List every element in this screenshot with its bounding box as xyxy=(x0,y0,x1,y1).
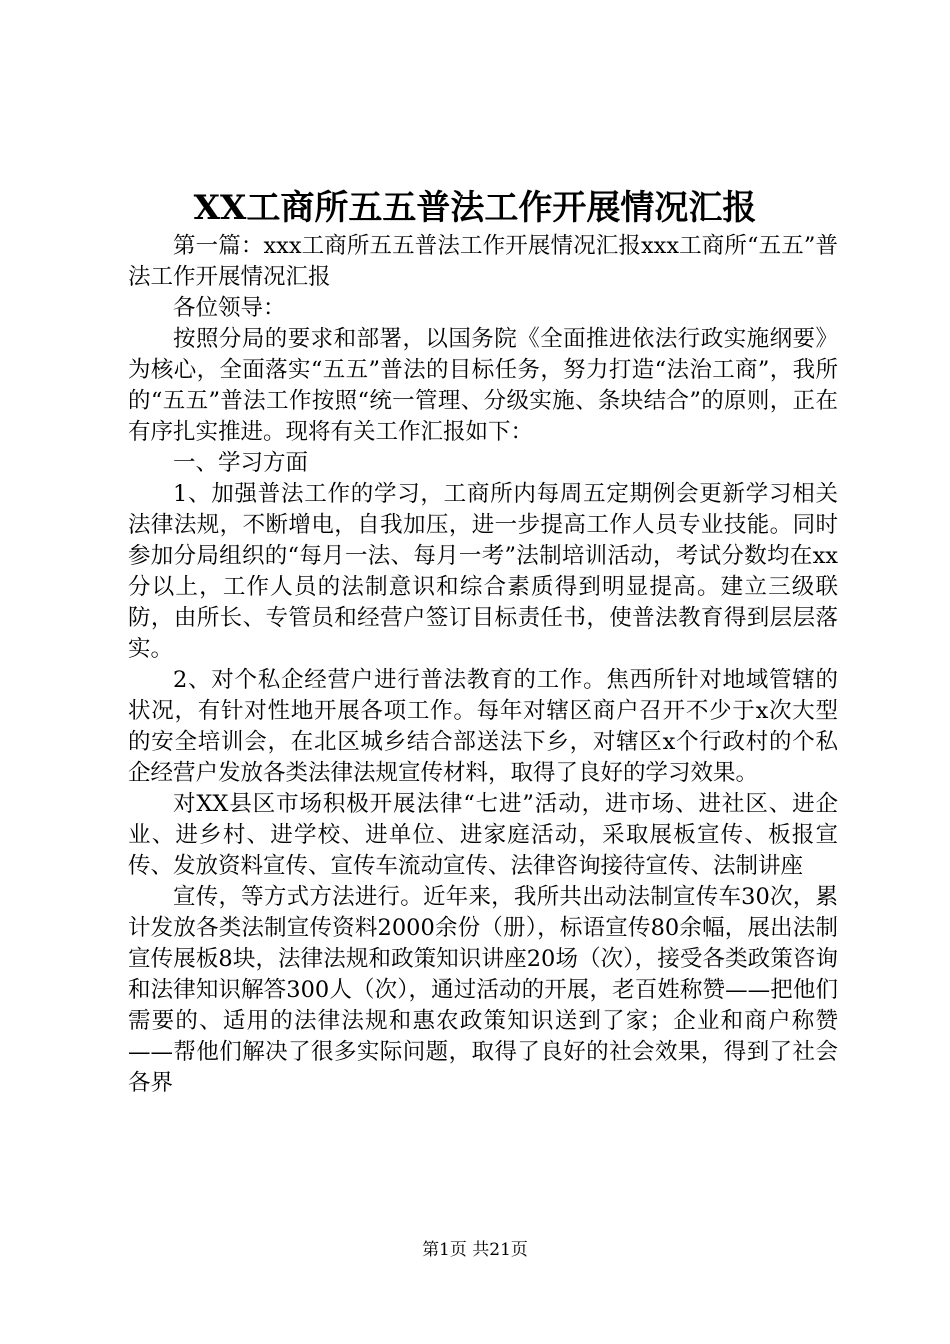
document-title: XX工商所五五普法工作开展情况汇报 xyxy=(193,188,757,228)
paragraph-opening: 按照分局的要求和部署，以国务院《全面推进依法行政实施纲要》为核心，全面落实“五五”普法的目标任务，努力打造“法治工商”，我所的“五五”普法工作按照“统一管理、分级实施、条块结合”的原则，正在有序扎实推进。现将有关工作汇报如下： xyxy=(128,326,838,445)
section-heading-study: 一、学习方面 xyxy=(173,450,309,476)
paragraph-results: 宣传，等方式方法进行。近年来，我所共出动法制宣传车30次，累计发放各类法制宣传资料2000余份（册），标语宣传80余幅，展出法制宣传展板8块，法律法规和政策知识讲座20场（次），接受各类政策咨询和法律知识解答300人（次），通过活动的开展，老百姓称赞——把他们需要的、适用的法律法规和惠农政策知识送到了家；企业和商户称赞——帮他们解决了很多实际问题，取得了良好的社会效果，得到了社会各界 xyxy=(128,884,838,1096)
paragraph-seven-entries: 对XX县区市场积极开展法律“七进”活动，进市场、进社区、进企业、进乡村、进学校、进单位、进家庭活动，采取展板宣传、板报宣传、发放资料宣传、宣传车流动宣传、法律咨询接待宣传、法制讲座 xyxy=(128,791,838,879)
page-number: 第1页 共21页 xyxy=(422,1240,528,1260)
paragraph-salutation: 各位领导： xyxy=(173,295,286,321)
paragraph-item-2: 2、对个私企经营户进行普法教育的工作。焦西所针对地域管辖的状况，有针对性地开展各项工作。每年对辖区商户召开不少于x次大型的安全培训会，在北区城乡结合部送法下乡，对辖区x个行政村的个私企经营户发放各类法律法规宣传材料，取得了良好的学习效果。 xyxy=(128,667,838,786)
paragraph-item-1: 1、加强普法工作的学习，工商所内每周五定期例会更新学习相关法律法规，不断增电，自我加压，进一步提高工作人员专业技能。同时参加分局组织的“每月一法、每月一考”法制培训活动，考试分数均在xx分以上，工作人员的法制意识和综合素质得到明显提高。建立三级联防，由所长、专管员和经营户签订目标责任书，使普法教育得到层层落实。 xyxy=(128,481,838,662)
document-body xyxy=(128,231,838,1099)
paragraph-intro: 第一篇：xxx工商所五五普法工作开展情况汇报xxx工商所“五五”普法工作开展情况汇报 xyxy=(128,233,838,290)
